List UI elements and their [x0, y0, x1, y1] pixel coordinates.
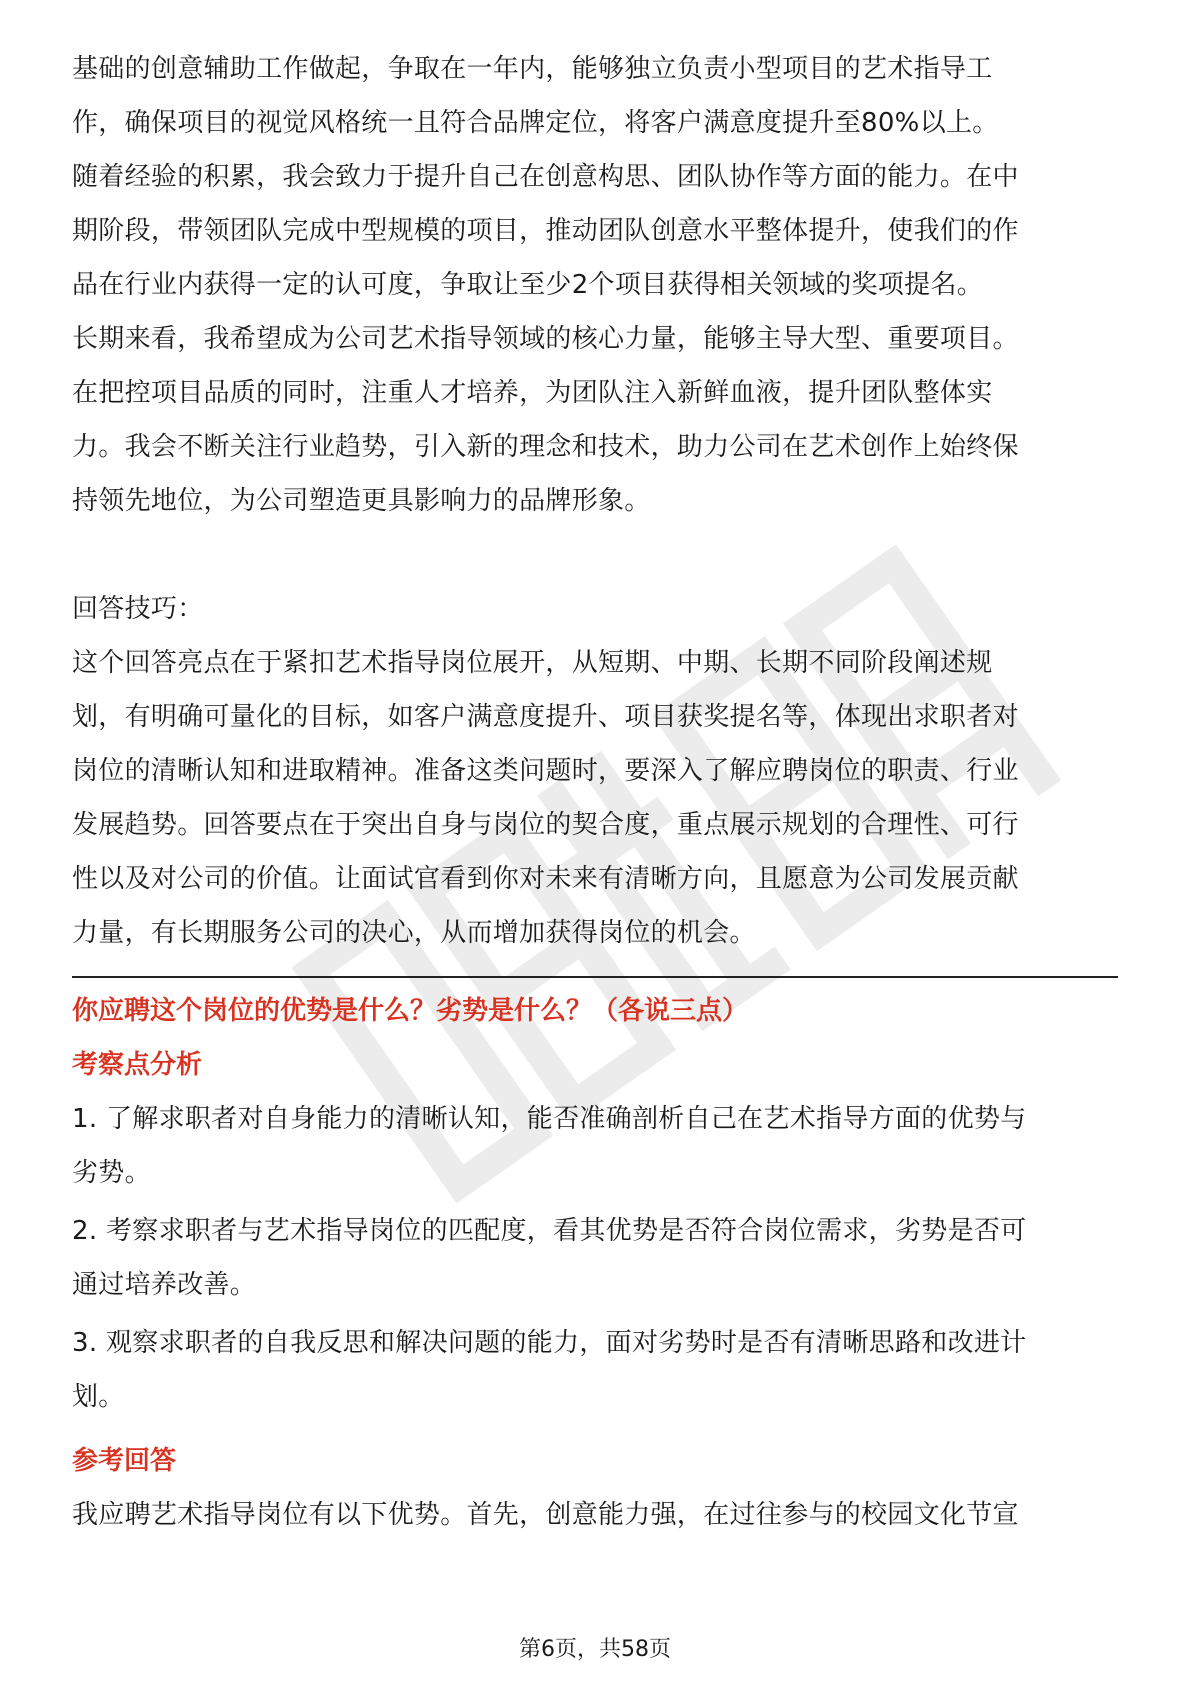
text-line: 通过培养改善。 [72, 1270, 257, 1300]
text-line: 岗位的清晰认知和进取精神。准备这类问题时，要深入了解应聘岗位的职责、行业 [72, 756, 1019, 786]
text-line: 划，有明确可量化的目标，如客户满意度提升、项目获奖提名等，体现出求职者对 [72, 702, 1019, 732]
text-line: 2. 考察求职者与艺术指导岗位的匹配度，看其优势是否符合岗位需求，劣势是否可 [72, 1216, 1027, 1246]
analysis-heading: 考察点分析 [72, 1050, 203, 1080]
text-line: 作，确保项目的视觉风格统一且符合品牌定位，将客户满意度提升至80%以上。 [72, 108, 999, 138]
text-line: 期阶段，带领团队完成中型规模的项目，推动团队创意水平整体提升，使我们的作 [72, 216, 1019, 246]
text-line: 我应聘艺术指导岗位有以下优势。首先，创意能力强，在过往参与的校园文化节宣 [72, 1500, 1019, 1530]
list-item [72, 1316, 1118, 1424]
intro-paragraph-3 [72, 312, 1118, 528]
page-number: 第6页，共58页 [519, 1637, 671, 1662]
text-line: 力。我会不断关注行业趋势，引入新的理念和技术，助力公司在艺术创作上始终保 [72, 432, 1019, 462]
text-line: 1. 了解求职者对自身能力的清晰认知，能否准确剖析自己在艺术指导方面的优势与 [72, 1104, 1027, 1134]
text-line: 划。 [72, 1382, 125, 1412]
intro-paragraph-2 [72, 150, 1118, 312]
text-line: 持领先地位，为公司塑造更具影响力的品牌形象。 [72, 486, 651, 516]
text-line: 随着经验的积累，我会致力于提升自己在创意构思、团队协作等方面的能力。在中 [72, 162, 1019, 192]
text-line: 品在行业内获得一定的认可度，争取让至少2个项目获得相关领域的奖项提名。 [72, 270, 984, 300]
text-line: 在把控项目品质的同时，注重人才培养，为团队注入新鲜血液，提升团队整体实 [72, 378, 993, 408]
section-divider [72, 976, 1118, 978]
analysis-list [72, 1092, 1118, 1424]
text-line: 劣势。 [72, 1158, 151, 1188]
text-line: 基础的创意辅助工作做起，争取在一年内，能够独立负责小型项目的艺术指导工 [72, 54, 993, 84]
answer-heading: 参考回答 [72, 1446, 177, 1476]
answer-tips [72, 582, 1118, 960]
text-line: 性以及对公司的价值。让面试官看到你对未来有清晰方向，且愿意为公司发展贡献 [72, 864, 1019, 894]
question-title: 你应聘这个岗位的优势是什么？劣势是什么？（各说三点） [72, 996, 749, 1026]
intro-paragraph-1 [72, 42, 1118, 150]
tips-heading: 回答技巧： [72, 594, 204, 624]
list-item [72, 1204, 1118, 1312]
text-line: 力量，有长期服务公司的决心，从而增加获得岗位的机会。 [72, 918, 756, 948]
list-item [72, 1092, 1118, 1200]
reference-answer [72, 1488, 1118, 1542]
page-content [72, 42, 1118, 1542]
text-line: 这个回答亮点在于紧扣艺术指导岗位展开，从短期、中期、长期不同阶段阐述规 [72, 648, 993, 678]
text-line: 长期来看，我希望成为公司艺术指导领域的核心力量，能够主导大型、重要项目。 [72, 324, 1019, 354]
text-line: 发展趋势。回答要点在于突出自身与岗位的契合度，重点展示规划的合理性、可行 [72, 810, 1019, 840]
text-line: 3. 观察求职者的自我反思和解决问题的能力，面对劣势时是否有清晰思路和改进计 [72, 1328, 1027, 1358]
